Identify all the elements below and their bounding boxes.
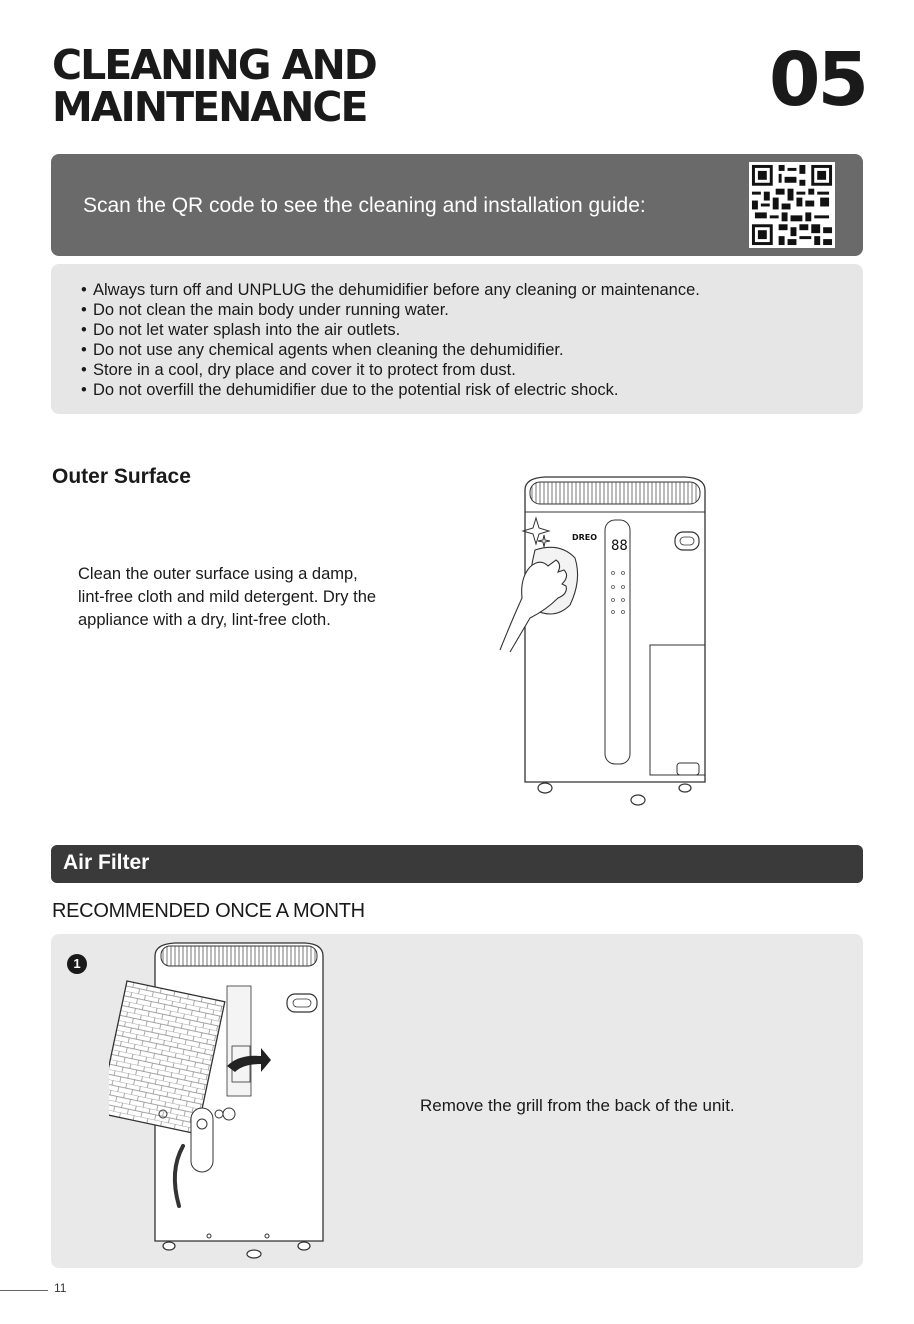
page-title bbox=[52, 41, 376, 131]
qr-banner-text: Scan the QR code to see the cleaning and installation guide: bbox=[83, 194, 646, 217]
outer-surface-line: lint-free cloth and mild detergent. Dry the bbox=[78, 588, 377, 606]
title-line-2: MAINTENANCE bbox=[52, 83, 367, 131]
wheels bbox=[538, 783, 691, 805]
dreo-logo: DREO bbox=[572, 533, 598, 542]
dehumidifier-back-illustration bbox=[109, 936, 331, 1266]
qr-code-icon[interactable] bbox=[749, 162, 835, 248]
chapter-number: 05 bbox=[769, 37, 866, 123]
warning-item: • Always turn off and UNPLUG the dehumidifier before any cleaning or maintenance. bbox=[93, 280, 863, 300]
qr-banner bbox=[51, 154, 863, 256]
outer-surface-line: Clean the outer surface using a damp, bbox=[78, 565, 358, 583]
outer-surface-title: Outer Surface bbox=[52, 465, 191, 488]
warning-item: • Do not clean the main body under running water. bbox=[93, 300, 863, 320]
page-number: 11 bbox=[54, 1281, 67, 1295]
step-1-box bbox=[51, 934, 863, 1268]
outer-surface-line: appliance with a dry, lint-free cloth. bbox=[78, 611, 331, 629]
footer-rule bbox=[0, 1290, 48, 1291]
recommendation-label: RECOMMENDED ONCE A MONTH bbox=[52, 900, 365, 922]
step-1-instruction: Remove the grill from the back of the unit. bbox=[420, 1096, 735, 1115]
warning-item: • Do not overfill the dehumidifier due to the potential risk of electric shock. bbox=[93, 380, 863, 400]
air-filter-bar bbox=[51, 845, 863, 883]
warning-item: • Do not let water splash into the air outlets. bbox=[93, 320, 863, 340]
dehumidifier-front-illustration bbox=[490, 470, 720, 810]
step-number-badge: 1 bbox=[67, 954, 87, 974]
air-filter-title: Air Filter bbox=[63, 851, 150, 874]
outer-surface-instructions bbox=[78, 563, 428, 632]
warning-item: • Do not use any chemical agents when cleaning the dehumidifier. bbox=[93, 340, 863, 360]
warning-item: • Store in a cool, dry place and cover it to protect from dust. bbox=[93, 360, 863, 380]
safety-warnings bbox=[51, 264, 863, 414]
title-line-1: CLEANING AND bbox=[52, 41, 376, 89]
display-digits: 88 bbox=[611, 538, 628, 554]
